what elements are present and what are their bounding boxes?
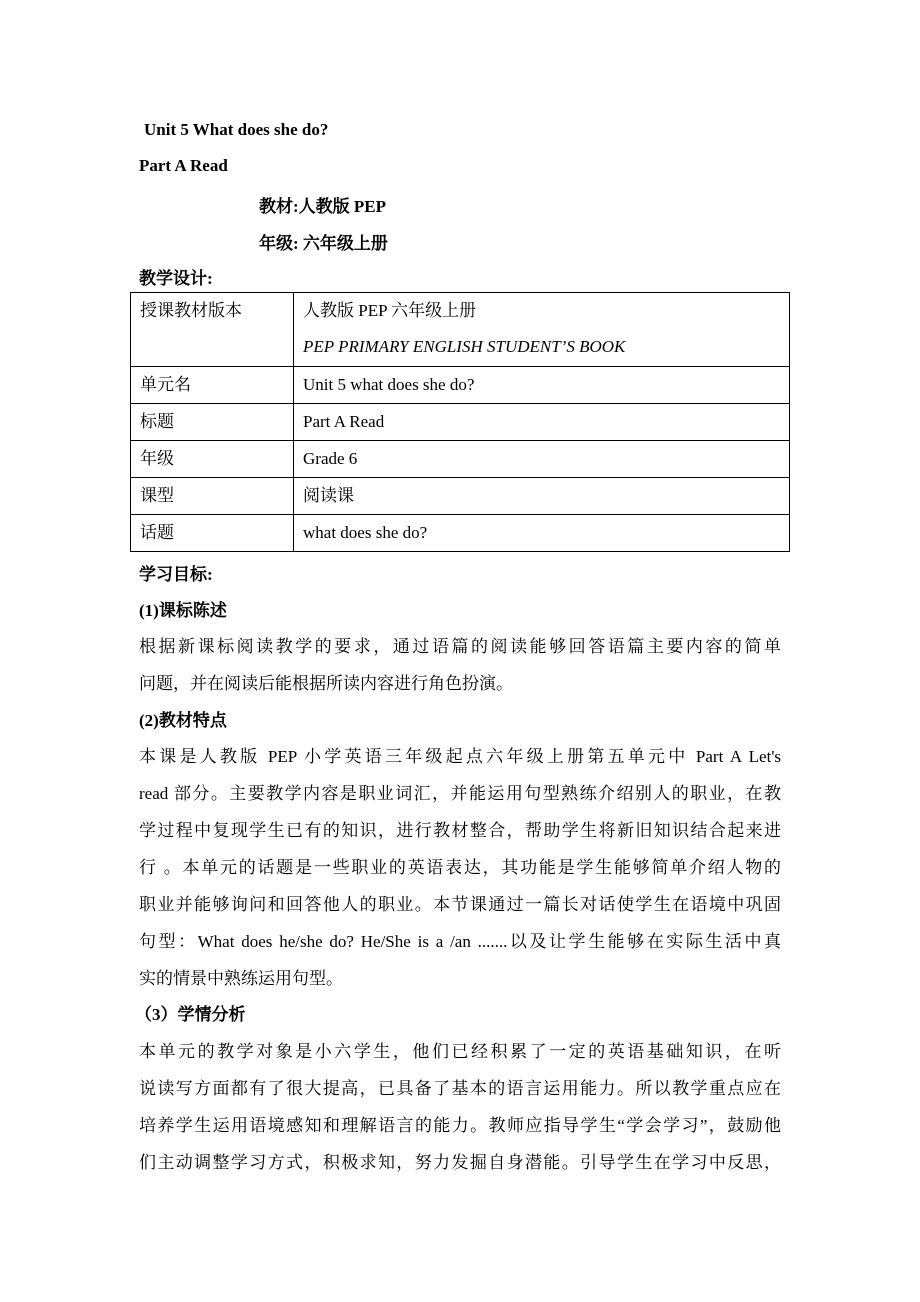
table-row — [131, 441, 790, 478]
paragraph-line: 本课是人教版 PEP 小学英语三年级起点六年级上册第五单元中 Part A Let's — [139, 747, 781, 766]
table-value: what does she do? — [294, 515, 790, 552]
goals-heading: 学习目标: — [139, 565, 213, 584]
table-row — [131, 293, 790, 367]
table-label: 标题 — [131, 404, 294, 441]
table-row — [131, 478, 790, 515]
table-value: Unit 5 what does she do? — [294, 367, 790, 404]
table-label: 单元名 — [131, 367, 294, 404]
course-info-table — [130, 292, 790, 552]
paragraph-line: read 部分。主要教学内容是职业词汇，并能运用句型熟练介绍别人的职业，在教 — [139, 784, 781, 803]
grade-line: 年级: 六年级上册 — [259, 234, 388, 253]
table-label: 话题 — [131, 515, 294, 552]
paragraph-line: 们主动调整学习方式，积极求知，努力发掘自身潜能。引导学生在学习中反思， — [139, 1153, 781, 1172]
paragraph-line: 句型：What does he/she do? He/She is a /an .......以及让学生能够在实际生活中真 — [139, 932, 781, 951]
table-label: 年级 — [131, 441, 294, 478]
table-row — [131, 515, 790, 552]
paragraph-line: 本单元的教学对象是小六学生，他们已经积累了一定的英语基础知识，在听 — [139, 1042, 781, 1061]
section-heading: (1)课标陈述 — [139, 601, 227, 620]
table-label: 授课教材版本 — [131, 293, 294, 367]
table-value: 阅读课 — [294, 478, 790, 515]
section-heading: （3）学情分析 — [135, 1005, 246, 1024]
part-title: Part A Read — [139, 156, 228, 175]
table-row — [131, 404, 790, 441]
table-value: Grade 6 — [294, 441, 790, 478]
paragraph-line: 行 。本单元的话题是一些职业的英语表达，其功能是学生能够简单介绍人物的 — [139, 858, 781, 877]
paragraph-line: 学过程中复现学生已有的知识，进行教材整合，帮助学生将新旧知识结合起来进 — [139, 821, 781, 840]
table-value: Part A Read — [294, 404, 790, 441]
paragraph-line: 实的情景中熟练运用句型。 — [139, 969, 343, 988]
paragraph-line: 培养学生运用语境感知和理解语言的能力。教师应指导学生“学会学习”，鼓励他 — [139, 1116, 781, 1135]
paragraph-line: 说读写方面都有了很大提高，已具备了基本的语言运用能力。所以教学重点应在 — [139, 1079, 781, 1098]
paragraph-line: 职业并能够询问和回答他人的职业。本节课通过一篇长对话使学生在语境中巩固 — [139, 895, 781, 914]
paragraph-line: 根据新课标阅读教学的要求，通过语篇的阅读能够回答语篇主要内容的简单 — [139, 637, 781, 656]
material-line: 教材:人教版 PEP — [259, 197, 387, 216]
table-value-line: 人教版 PEP 六年级上册 — [303, 301, 477, 320]
table-row — [131, 367, 790, 404]
table-value-line: PEP PRIMARY ENGLISH STUDENT’S BOOK — [303, 337, 626, 356]
table-value — [294, 293, 790, 367]
design-heading: 教学设计: — [139, 269, 213, 288]
paragraph-line: 问题，并在阅读后能根据所读内容进行角色扮演。 — [139, 674, 513, 693]
table-label: 课型 — [131, 478, 294, 515]
section-heading: (2)教材特点 — [139, 711, 227, 730]
unit-title: Unit 5 What does she do? — [144, 120, 329, 139]
